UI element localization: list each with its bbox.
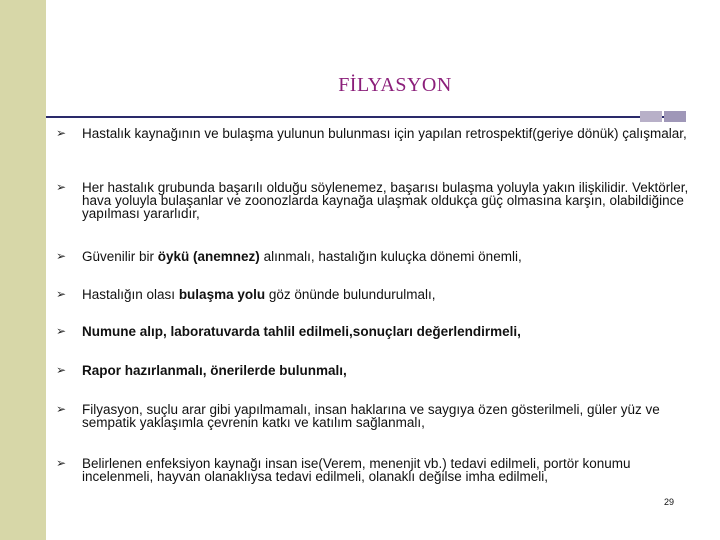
bullet-arrow-icon: ➢ (56, 363, 67, 377)
bullet-item (52, 288, 692, 301)
bullet-text: Numune alıp, laboratuvarda tahlil edilmeli,sonuçları değerlendirmeli, (82, 324, 521, 339)
bullet-arrow-icon: ➢ (56, 126, 67, 140)
slide-title: FİLYASYON (338, 74, 452, 96)
bullet-item (52, 325, 692, 338)
underline-accent-block (664, 111, 686, 122)
side-decor-bar (0, 0, 46, 540)
title-underline (46, 116, 686, 118)
bullet-arrow-icon: ➢ (56, 287, 67, 301)
bullet-text: Belirlenen enfeksiyon kaynağı insan ise(Verem, menenjit vb.) tedavi edilmeli, portör konumu incelenmeli, hayvan olanaklıysa tedavi edilmeli, olanaklı değilse imha edilmeli, (82, 456, 631, 484)
bullet-text: Hastalık kaynağının ve bulaşma yulunun bulunması için yapılan retrospektif(geriye dönük) çalışmalar, (82, 126, 687, 141)
bullet-item (52, 364, 692, 377)
bullet-arrow-icon: ➢ (56, 249, 67, 263)
bullet-text: Hastalığın olası bulaşma yolu göz önünde bulundurulmalı, (82, 287, 436, 302)
bullet-text: Filyasyon, suçlu arar gibi yapılmamalı, insan haklarına ve saygıya özen gösterilmeli, güler yüz ve sempatik yaklaşımla çevrenin katkı ve katılım sağlanmalı, (82, 402, 660, 430)
bullet-text: Her hastalık grubunda başarılı olduğu söylenemez, başarısı bulaşma yoluyla yakın ilişkilidir. Vektörler, hava yoluyla bulaşanlar ve zoonozlarda kaynağa ulaşmak oldukça güç olmasına karşın, olabildiğince yapılması yararlıdır, (82, 180, 689, 221)
underline-accent-block (640, 111, 662, 122)
page-number: 29 (664, 497, 675, 507)
bullet-arrow-icon: ➢ (56, 456, 67, 470)
bullet-item (52, 250, 692, 263)
bullet-item (52, 181, 692, 220)
bullet-arrow-icon: ➢ (56, 402, 67, 416)
bullet-item (52, 127, 692, 140)
bullet-emphasis: bulaşma yolu (178, 287, 266, 302)
bullet-emphasis: öykü (anemnez) (157, 249, 260, 264)
bullet-text: Rapor hazırlanmalı, önerilerde bulunmalı, (82, 363, 347, 378)
bullet-item (52, 403, 692, 429)
bullet-text: Güvenilir bir öykü (anemnez) alınmalı, hastalığın kuluçka dönemi önemli, (82, 249, 522, 264)
bullet-arrow-icon: ➢ (56, 324, 67, 338)
bullet-item (52, 457, 692, 483)
bullet-arrow-icon: ➢ (56, 180, 67, 194)
